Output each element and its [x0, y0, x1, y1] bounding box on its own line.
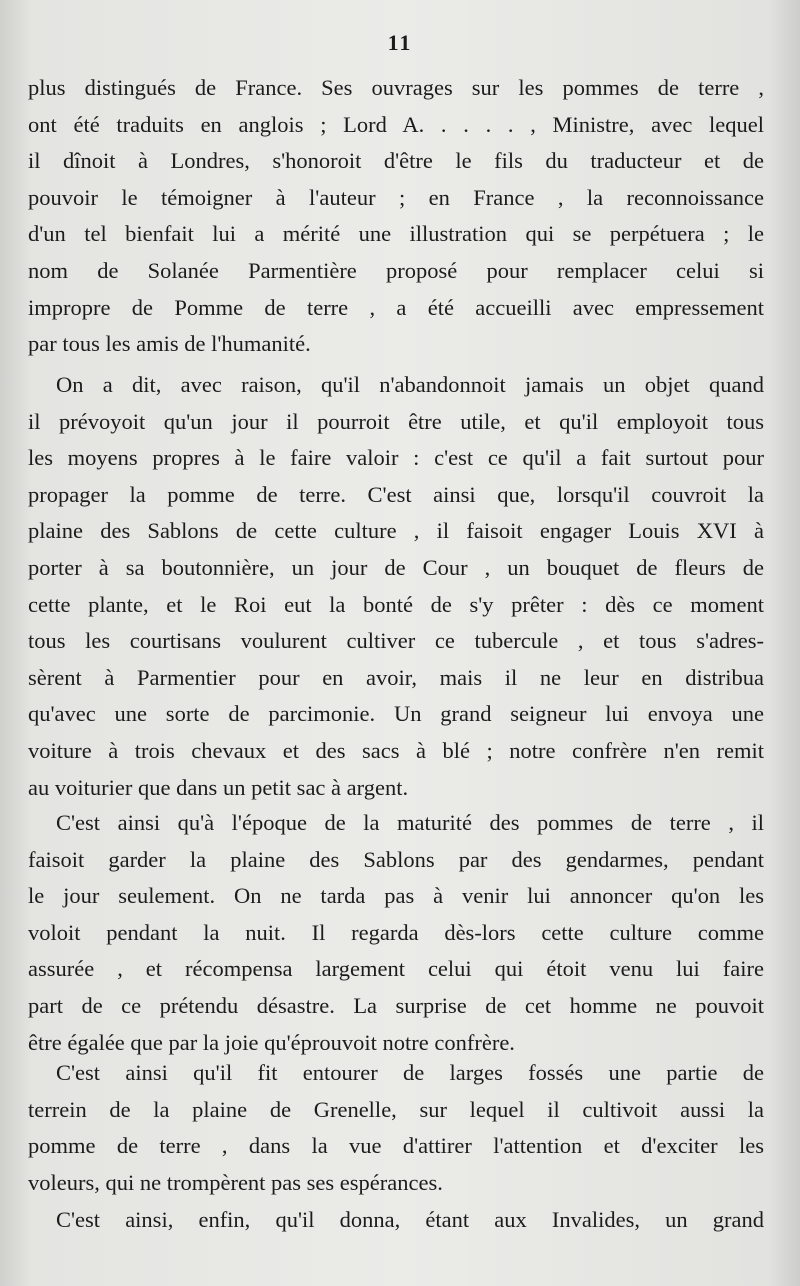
text-line: être égalée que par la joie qu'éprouvoit notre confrère. [28, 1029, 515, 1055]
text-line: au voiturier que dans un petit sac à argent. [28, 774, 409, 800]
text-line: C'est ainsi qu'il fit entourer de larges fossés une partie de [56, 1060, 764, 1085]
text-line: qu'avec une sorte de parcimonie. Un grand seigneur lui envoya une [28, 701, 764, 727]
text-line: plaine des Sablons de cette culture , il faisoit engager Louis XVI à [28, 518, 764, 544]
paragraph-4 [28, 1055, 764, 1201]
text-line: par tous les amis de l'humanité. [28, 331, 311, 357]
text-line: il dînoit à Londres, s'honoroit d'être le fils du traducteur et de [28, 148, 764, 174]
text-line: propager la pomme de terre. C'est ainsi que, lorsqu'il couvroit la [28, 481, 764, 507]
text-line: voleurs, qui ne trompèrent pas ses espérances. [28, 1169, 443, 1195]
text-line: assurée , et récompensa largement celui qui étoit venu lui faire [28, 956, 764, 982]
text-line: cette plante, et le Roi eut la bonté de s'y prêter : dès ce moment [28, 591, 764, 617]
text-line: ont été traduits en anglois ; Lord A. . . . . , Ministre, avec lequel [28, 111, 764, 137]
text-line: nom de Solanée Parmentière proposé pour remplacer celui si [28, 257, 764, 283]
text-line: terrein de la plaine de Grenelle, sur lequel il cultivoit aussi la [28, 1096, 764, 1122]
text-line: C'est ainsi qu'à l'époque de la maturité des pommes de terre , il [56, 810, 764, 835]
text-line: faisoit garder la plaine des Sablons par des gendarmes, pendant [28, 846, 764, 872]
text-line: pouvoir le témoigner à l'auteur ; en France , la reconnoissance [28, 184, 764, 210]
text-line: voiture à trois chevaux et des sacs à blé ; notre confrère n'en remit [28, 737, 764, 763]
text-line: porter à sa boutonnière, un jour de Cour , un bouquet de fleurs de [28, 554, 764, 580]
paragraph-5 [28, 1202, 764, 1239]
paragraph-3 [28, 805, 764, 1061]
text-line: plus distingués de France. Ses ouvrages sur les pommes de terre , [28, 75, 764, 100]
text-line: le jour seulement. On ne tarda pas à venir lui annoncer qu'on les [28, 883, 764, 909]
text-line: impropre de Pomme de terre , a été accueilli avec empressement [28, 294, 764, 320]
text-line: les moyens propres à le faire valoir : c'est ce qu'il a fait surtout pour [28, 445, 764, 471]
text-line: pomme de terre , dans la vue d'attirer l'attention et d'exciter les [28, 1133, 764, 1159]
text-line: sèrent à Parmentier pour en avoir, mais il ne leur en distribua [28, 664, 764, 690]
text-line: On a dit, avec raison, qu'il n'abandonnoit jamais un objet quand [56, 372, 764, 397]
text-line: voloit pendant la nuit. Il regarda dès-lors cette culture comme [28, 919, 764, 945]
page-number: 11 [387, 30, 413, 55]
text-line: C'est ainsi, enfin, qu'il donna, étant aux Invalides, un grand [56, 1207, 764, 1232]
text-line: part de ce prétendu désastre. La surprise de cet homme ne pouvoit [28, 992, 764, 1018]
paragraph-2 [28, 367, 764, 806]
text-line: il prévoyoit qu'un jour il pourroit être utile, et qu'il employoit tous [28, 408, 764, 434]
paragraph-1 [28, 70, 764, 363]
text-line: tous les courtisans voulurent cultiver ce tubercule , et tous s'adres- [28, 628, 764, 654]
text-line: d'un tel bienfait lui a mérité une illustration qui se perpétuera ; le [28, 221, 764, 247]
